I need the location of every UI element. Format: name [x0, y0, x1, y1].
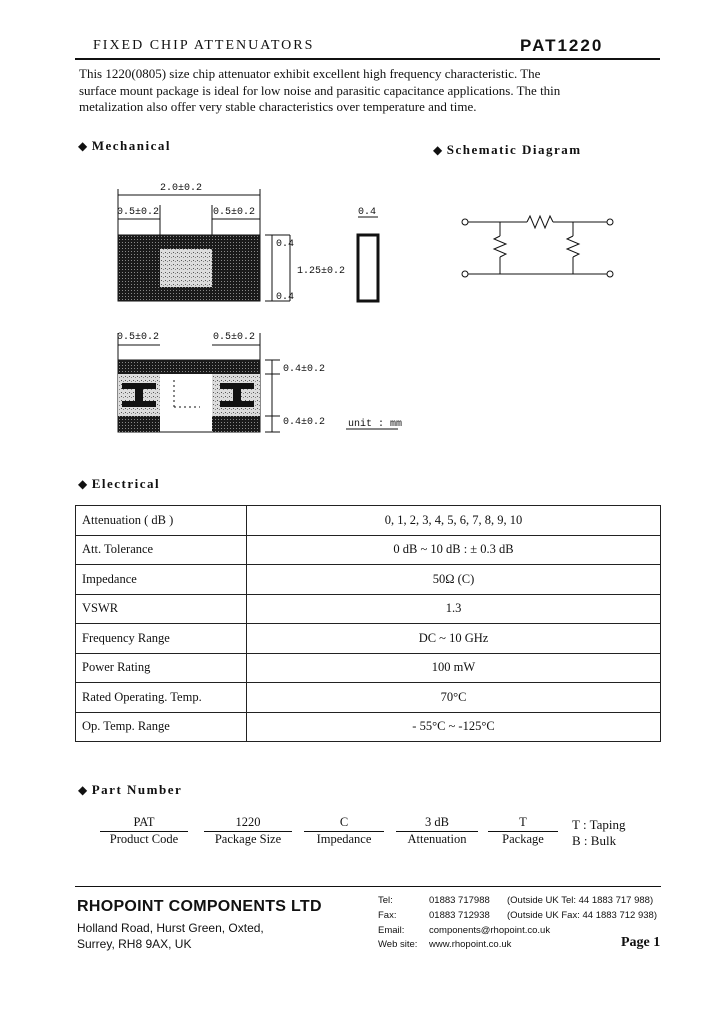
terminal-node	[462, 219, 468, 225]
pn-desc: Package Size	[214, 832, 282, 846]
row-label: Attenuation ( dB )	[76, 506, 247, 536]
tel-value: 01883 717988	[429, 895, 490, 906]
row-label: Att. Tolerance	[76, 535, 247, 565]
pn-desc: Impedance	[316, 832, 372, 846]
fax-intl: (Outside UK Fax: 44 1883 712 938)	[507, 910, 657, 921]
table-row	[76, 683, 661, 713]
pn-code: C	[304, 815, 384, 832]
table-row	[76, 535, 661, 565]
terminal-node	[462, 271, 468, 277]
dim-term-right: 0.5±0.2	[213, 207, 256, 218]
dim-length: 2.0±0.2	[160, 183, 203, 194]
table-row	[76, 594, 661, 624]
web-label: Web site:	[378, 939, 418, 950]
chip-bottom-terminal	[212, 416, 260, 432]
series-resistor	[527, 216, 553, 228]
row-label: Power Rating	[76, 653, 247, 683]
dim-bot-right: 0.5±0.2	[213, 332, 256, 343]
chip-bottom-terminal	[118, 360, 260, 374]
dim-side-width: 0.4	[358, 207, 377, 218]
table-row	[76, 653, 661, 683]
pn-field-attenuation	[396, 815, 478, 847]
email-label: Email:	[378, 925, 405, 936]
row-label: Rated Operating. Temp.	[76, 683, 247, 713]
unit-label: unit : mm	[348, 419, 403, 430]
row-label: Impedance	[76, 565, 247, 595]
pn-field-impedance	[304, 815, 384, 847]
chip-side-view	[358, 235, 378, 301]
table-row	[76, 712, 661, 742]
row-value: 70°C	[247, 683, 661, 713]
dim-bot-bottom: 0.4±0.2	[283, 417, 326, 428]
diamond-bullet-icon: ◆	[78, 477, 89, 491]
address-line: Holland Road, Hurst Green, Oxted,	[77, 921, 264, 935]
pn-desc: Package	[502, 832, 544, 846]
dim-bot-top: 0.4±0.2	[283, 364, 326, 375]
row-value: DC ~ 10 GHz	[247, 624, 661, 654]
pn-field-package	[488, 815, 558, 847]
header-divider	[75, 58, 660, 60]
pn-option-taping: T : Taping	[572, 817, 626, 832]
pn-code: T	[488, 815, 558, 832]
address-line: Surrey, RH8 9AX, UK	[77, 937, 192, 951]
row-label: Frequency Range	[76, 624, 247, 654]
dim-bot-left: 0.5±0.2	[117, 332, 160, 343]
diamond-bullet-icon: ◆	[433, 143, 444, 157]
mechanical-heading: ◆ Mechanical	[78, 138, 171, 153]
row-value: - 55°C ~ -125°C	[247, 712, 661, 742]
doc-category-title: FIXED CHIP ATTENUATORS	[93, 38, 315, 53]
pn-code: 3 dB	[396, 815, 478, 832]
pn-desc: Attenuation	[407, 832, 467, 846]
pn-field-product-code	[100, 815, 188, 847]
pn-desc: Product Code	[109, 832, 179, 846]
chip-end-terminal	[212, 235, 260, 301]
email-link[interactable]: components@rhopoint.co.uk	[429, 925, 551, 936]
pn-field-package-size	[204, 815, 292, 847]
part-number-heading: ◆ Part Number	[78, 782, 183, 797]
chip-bottom-terminal	[118, 416, 160, 432]
diamond-bullet-icon: ◆	[78, 783, 89, 797]
row-value: 50Ω (C)	[247, 565, 661, 595]
row-label: VSWR	[76, 594, 247, 624]
dim-term-bottom: 0.4	[276, 292, 295, 303]
intro-paragraph	[79, 66, 669, 116]
dim-height: 1.25±0.2	[297, 266, 346, 277]
schematic-diagram	[455, 208, 625, 288]
fax-label: Fax:	[378, 910, 397, 921]
terminal-node	[607, 219, 613, 225]
fax-value: 01883 712938	[429, 910, 490, 921]
row-value: 0, 1, 2, 3, 4, 5, 6, 7, 8, 9, 10	[247, 506, 661, 536]
part-number-title: PAT1220	[520, 36, 604, 55]
dim-term-top: 0.4	[276, 239, 295, 250]
row-label: Op. Temp. Range	[76, 712, 247, 742]
row-value: 1.3	[247, 594, 661, 624]
table-row	[76, 565, 661, 595]
dim-term-left: 0.5±0.2	[117, 207, 160, 218]
electrical-table	[75, 505, 661, 742]
footer-divider	[75, 886, 661, 887]
web-link[interactable]: www.rhopoint.co.uk	[429, 939, 512, 950]
intro-line: metalization also offer very stable characteristics over temperature and time.	[79, 99, 477, 114]
row-value: 0 dB ~ 10 dB : ± 0.3 dB	[247, 535, 661, 565]
pn-option-bulk: B : Bulk	[572, 833, 617, 848]
tel-label: Tel:	[378, 895, 393, 906]
page-number: Page 1	[621, 935, 661, 950]
intro-line: This 1220(0805) size chip attenuator exhibit excellent high frequency characteristic. The	[79, 66, 541, 81]
tel-intl: (Outside UK Tel: 44 1883 717 988)	[507, 895, 654, 906]
chip-resistive-area	[160, 249, 212, 287]
intro-line: surface mount package is ideal for low noise and parasitic capacitance applications. The thin	[79, 82, 561, 98]
table-row	[76, 624, 661, 654]
shunt-resistor	[494, 236, 506, 257]
chip-end-terminal	[118, 235, 160, 301]
schematic-heading: ◆ Schematic Diagram	[433, 142, 582, 157]
terminal-node	[607, 271, 613, 277]
table-row	[76, 506, 661, 536]
row-value: 100 mW	[247, 653, 661, 683]
diamond-bullet-icon: ◆	[78, 139, 89, 153]
shunt-resistor	[567, 236, 579, 257]
electrical-heading: ◆ Electrical	[78, 476, 161, 491]
pn-code: 1220	[204, 815, 292, 832]
company-name: RHOPOINT COMPONENTS LTD	[77, 898, 322, 915]
pn-code: PAT	[100, 815, 188, 832]
